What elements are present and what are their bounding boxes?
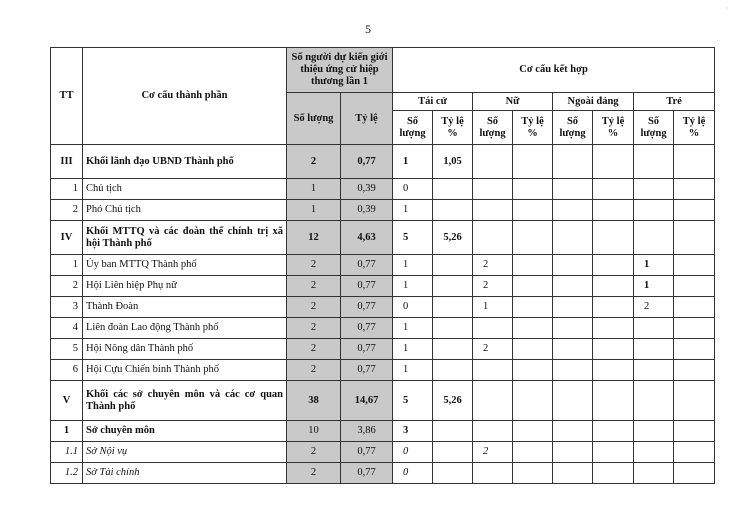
- row-tt: 2: [51, 200, 83, 221]
- subheader-ratio: Tỷ lệ %: [593, 111, 634, 145]
- young-count: [634, 421, 674, 442]
- young-count: [634, 381, 674, 421]
- young-ratio: [674, 318, 715, 339]
- row-name: Sở Nội vụ: [83, 442, 287, 463]
- header-count: Số lượng: [287, 93, 341, 145]
- row-name: Hội Cựu Chiến binh Thành phố: [83, 360, 287, 381]
- reelect-ratio: [433, 318, 473, 339]
- row-count: 2: [287, 339, 341, 360]
- female-count: [473, 145, 513, 179]
- nonparty-ratio: [593, 381, 634, 421]
- female-ratio: [513, 318, 553, 339]
- young-ratio: [674, 421, 715, 442]
- young-ratio: [674, 276, 715, 297]
- nonparty-ratio: [593, 276, 634, 297]
- reelect-count: 0: [393, 297, 433, 318]
- nonparty-count: [553, 421, 593, 442]
- nonparty-ratio: [593, 297, 634, 318]
- reelect-count: 5: [393, 221, 433, 255]
- female-count: [473, 200, 513, 221]
- nonparty-ratio: [593, 318, 634, 339]
- table-row: [51, 145, 715, 179]
- row-tt: III: [51, 145, 83, 179]
- row-name: Chủ tịch: [83, 179, 287, 200]
- female-ratio: [513, 339, 553, 360]
- nonparty-ratio: [593, 339, 634, 360]
- female-ratio: [513, 463, 553, 484]
- subheader-count: Số lượng: [553, 111, 593, 145]
- female-count: [473, 421, 513, 442]
- row-count: 2: [287, 318, 341, 339]
- row-ratio: 0,77: [341, 297, 393, 318]
- nonparty-ratio: [593, 179, 634, 200]
- subheader-count: Số lượng: [473, 111, 513, 145]
- subheader-ratio: Tỷ lệ %: [513, 111, 553, 145]
- female-count: [473, 360, 513, 381]
- header-young: Trẻ: [634, 93, 715, 111]
- composition-table: [50, 47, 715, 484]
- reelect-count: 1: [393, 255, 433, 276]
- young-count: [634, 360, 674, 381]
- row-count: 2: [287, 463, 341, 484]
- reelect-ratio: [433, 179, 473, 200]
- table-row: [51, 297, 715, 318]
- corner-mark: ·: [725, 4, 728, 13]
- row-ratio: 0,77: [341, 442, 393, 463]
- table-row: [51, 200, 715, 221]
- header-reelect: Tái cử: [393, 93, 473, 111]
- young-count: [634, 339, 674, 360]
- nonparty-ratio: [593, 463, 634, 484]
- reelect-count: 1: [393, 200, 433, 221]
- young-count: 1: [634, 276, 674, 297]
- young-ratio: [674, 221, 715, 255]
- row-ratio: 0,77: [341, 463, 393, 484]
- row-tt: 6: [51, 360, 83, 381]
- female-count: [473, 381, 513, 421]
- reelect-ratio: 5,26: [433, 381, 473, 421]
- row-count: 2: [287, 297, 341, 318]
- row-name: Thành Đoàn: [83, 297, 287, 318]
- female-ratio: [513, 381, 553, 421]
- row-name: Hội Liên hiệp Phụ nữ: [83, 276, 287, 297]
- nonparty-ratio: [593, 421, 634, 442]
- subheader-ratio: Tỷ lệ %: [674, 111, 715, 145]
- nonparty-count: [553, 442, 593, 463]
- female-ratio: [513, 297, 553, 318]
- young-count: [634, 318, 674, 339]
- row-ratio: 3,86: [341, 421, 393, 442]
- row-name: Ủy ban MTTQ Thành phố: [83, 255, 287, 276]
- female-ratio: [513, 179, 553, 200]
- reelect-ratio: [433, 360, 473, 381]
- subheader-ratio: Tỷ lệ %: [433, 111, 473, 145]
- header-ratio: Tỷ lệ: [341, 93, 393, 145]
- female-ratio: [513, 442, 553, 463]
- row-count: 2: [287, 276, 341, 297]
- reelect-ratio: [433, 421, 473, 442]
- female-ratio: [513, 221, 553, 255]
- young-count: [634, 179, 674, 200]
- reelect-count: 1: [393, 318, 433, 339]
- row-count: 1: [287, 200, 341, 221]
- table-row: [51, 255, 715, 276]
- page-number: 5: [365, 22, 371, 36]
- female-count: 2: [473, 339, 513, 360]
- table-row: [51, 179, 715, 200]
- nonparty-count: [553, 297, 593, 318]
- header-expected: Số người dự kiến giới thiệu ứng cử hiệp thương lần 1: [287, 48, 393, 93]
- young-count: [634, 145, 674, 179]
- row-ratio: 4,63: [341, 221, 393, 255]
- row-count: 38: [287, 381, 341, 421]
- female-ratio: [513, 255, 553, 276]
- row-ratio: 0,77: [341, 255, 393, 276]
- young-ratio: [674, 297, 715, 318]
- header-mix: Cơ cấu kết hợp: [393, 48, 715, 93]
- subheader-count: Số lượng: [634, 111, 674, 145]
- reelect-count: 1: [393, 276, 433, 297]
- nonparty-count: [553, 360, 593, 381]
- row-tt: 1: [51, 255, 83, 276]
- row-tt: V: [51, 381, 83, 421]
- young-ratio: [674, 339, 715, 360]
- reelect-ratio: [433, 442, 473, 463]
- young-count: [634, 200, 674, 221]
- nonparty-ratio: [593, 145, 634, 179]
- table-row: [51, 381, 715, 421]
- reelect-count: 3: [393, 421, 433, 442]
- nonparty-count: [553, 318, 593, 339]
- row-tt: 5: [51, 339, 83, 360]
- row-name: Khối các sở chuyên môn và các cơ quan Thành phố: [83, 381, 287, 421]
- nonparty-count: [553, 179, 593, 200]
- female-count: 2: [473, 442, 513, 463]
- row-ratio: 0,77: [341, 339, 393, 360]
- nonparty-count: [553, 200, 593, 221]
- reelect-ratio: 5,26: [433, 221, 473, 255]
- nonparty-ratio: [593, 360, 634, 381]
- female-ratio: [513, 360, 553, 381]
- table-row: [51, 276, 715, 297]
- row-count: 1: [287, 179, 341, 200]
- row-count: 2: [287, 145, 341, 179]
- reelect-ratio: [433, 339, 473, 360]
- row-tt: 3: [51, 297, 83, 318]
- table-row: [51, 421, 715, 442]
- reelect-count: 1: [393, 360, 433, 381]
- young-ratio: [674, 442, 715, 463]
- nonparty-ratio: [593, 200, 634, 221]
- row-ratio: 14,67: [341, 381, 393, 421]
- row-tt: 4: [51, 318, 83, 339]
- nonparty-count: [553, 463, 593, 484]
- nonparty-count: [553, 381, 593, 421]
- row-name: Liên đoàn Lao động Thành phố: [83, 318, 287, 339]
- row-tt: 1: [51, 421, 83, 442]
- young-count: [634, 463, 674, 484]
- young-ratio: [674, 381, 715, 421]
- row-tt: 1.2: [51, 463, 83, 484]
- row-name: Hội Nông dân Thành phố: [83, 339, 287, 360]
- young-count: [634, 221, 674, 255]
- female-ratio: [513, 145, 553, 179]
- young-ratio: [674, 145, 715, 179]
- nonparty-count: [553, 255, 593, 276]
- young-ratio: [674, 179, 715, 200]
- row-ratio: 0,77: [341, 360, 393, 381]
- young-ratio: [674, 255, 715, 276]
- row-name: Khối lãnh đạo UBND Thành phố: [83, 145, 287, 179]
- row-ratio: 0,39: [341, 179, 393, 200]
- nonparty-count: [553, 221, 593, 255]
- nonparty-ratio: [593, 255, 634, 276]
- row-tt: 1.1: [51, 442, 83, 463]
- table-row: [51, 318, 715, 339]
- female-count: [473, 463, 513, 484]
- young-count: 2: [634, 297, 674, 318]
- young-count: [634, 442, 674, 463]
- table-row: [51, 463, 715, 484]
- female-count: [473, 318, 513, 339]
- row-count: 2: [287, 360, 341, 381]
- female-count: 2: [473, 255, 513, 276]
- row-name: Sở chuyên môn: [83, 421, 287, 442]
- reelect-count: 1: [393, 339, 433, 360]
- table-row: [51, 339, 715, 360]
- reelect-ratio: [433, 297, 473, 318]
- young-ratio: [674, 360, 715, 381]
- header-tt: TT: [51, 48, 83, 145]
- female-count: [473, 221, 513, 255]
- row-name: Sở Tài chính: [83, 463, 287, 484]
- nonparty-count: [553, 276, 593, 297]
- subheader-count: Số lượng: [393, 111, 433, 145]
- row-count: 12: [287, 221, 341, 255]
- reelect-ratio: [433, 276, 473, 297]
- row-tt: 2: [51, 276, 83, 297]
- table-row: [51, 442, 715, 463]
- young-ratio: [674, 200, 715, 221]
- row-name: Phó Chủ tịch: [83, 200, 287, 221]
- row-ratio: 0,77: [341, 318, 393, 339]
- nonparty-ratio: [593, 442, 634, 463]
- row-ratio: 0,77: [341, 145, 393, 179]
- reelect-count: 5: [393, 381, 433, 421]
- row-tt: 1: [51, 179, 83, 200]
- reelect-ratio: [433, 200, 473, 221]
- nonparty-ratio: [593, 221, 634, 255]
- header-nonparty: Ngoài đảng: [553, 93, 634, 111]
- nonparty-count: [553, 339, 593, 360]
- row-ratio: 0,77: [341, 276, 393, 297]
- reelect-count: 1: [393, 145, 433, 179]
- reelect-ratio: [433, 255, 473, 276]
- reelect-count: 0: [393, 179, 433, 200]
- row-name: Khối MTTQ và các đoàn thể chính trị xã hội Thành phố: [83, 221, 287, 255]
- reelect-count: 0: [393, 442, 433, 463]
- female-ratio: [513, 200, 553, 221]
- reelect-count: 0: [393, 463, 433, 484]
- row-count: 10: [287, 421, 341, 442]
- table-row: [51, 360, 715, 381]
- female-count: 2: [473, 276, 513, 297]
- row-ratio: 0,39: [341, 200, 393, 221]
- row-tt: IV: [51, 221, 83, 255]
- reelect-ratio: 1,05: [433, 145, 473, 179]
- young-ratio: [674, 463, 715, 484]
- female-count: [473, 179, 513, 200]
- female-count: 1: [473, 297, 513, 318]
- row-count: 2: [287, 442, 341, 463]
- reelect-ratio: [433, 463, 473, 484]
- nonparty-count: [553, 145, 593, 179]
- row-count: 2: [287, 255, 341, 276]
- header-component: Cơ cấu thành phần: [83, 48, 287, 145]
- table-row: [51, 221, 715, 255]
- header-female: Nữ: [473, 93, 553, 111]
- female-ratio: [513, 421, 553, 442]
- young-count: 1: [634, 255, 674, 276]
- female-ratio: [513, 276, 553, 297]
